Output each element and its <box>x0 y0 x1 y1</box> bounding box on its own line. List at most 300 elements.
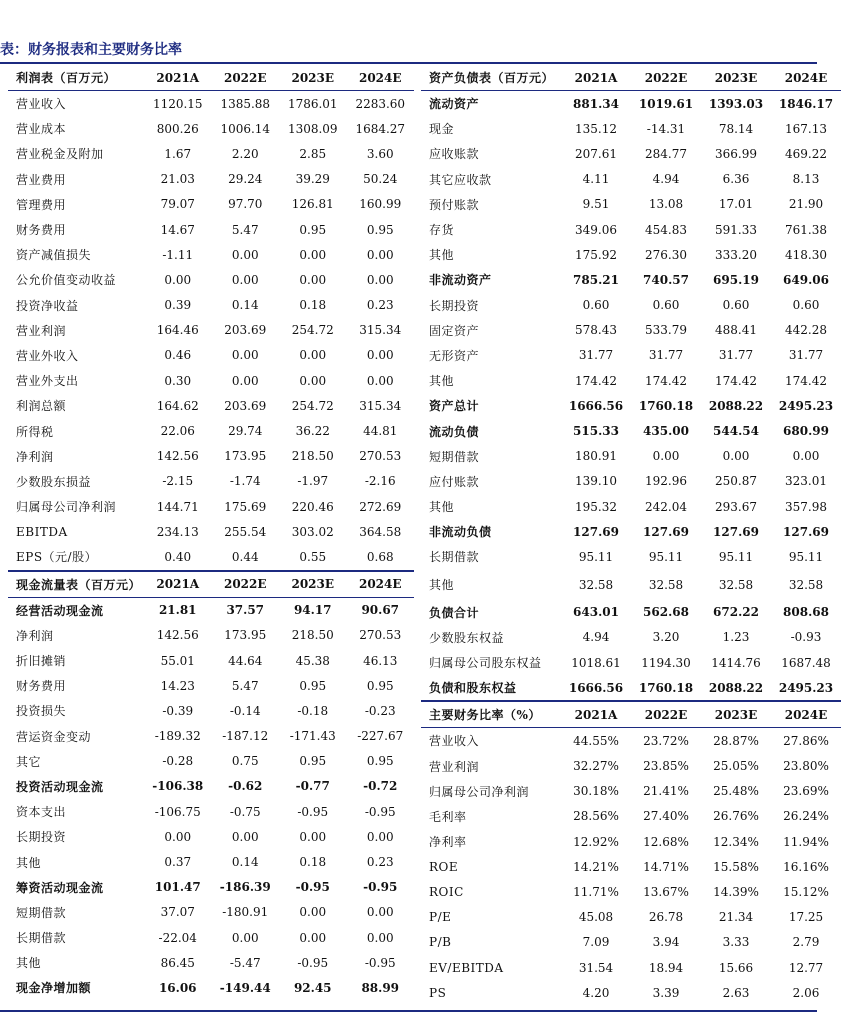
row-value: 0.00 <box>299 247 327 262</box>
row-value: 3.60 <box>366 146 394 161</box>
row-value: 78.14 <box>718 121 754 136</box>
row-value: 9.51 <box>582 197 610 212</box>
row-label: 利润总额 <box>16 399 67 414</box>
table-row <box>421 754 841 779</box>
row-value: 0.23 <box>366 855 394 870</box>
row-value: 0.00 <box>299 829 327 844</box>
row-value: 79.07 <box>160 197 195 212</box>
page-title: 表：财务报表和主要财务比率 <box>0 42 182 58</box>
table-row <box>8 673 414 698</box>
row-label: 归属母公司股东权益 <box>429 656 542 671</box>
row-value: 1019.61 <box>638 96 694 111</box>
row-value: 0.95 <box>366 754 394 769</box>
row-value: 192.96 <box>645 474 687 489</box>
cashflow-table-title: 现金流量表（百万元） <box>8 571 144 598</box>
row-value: 175.92 <box>575 247 617 262</box>
row-value: 203.69 <box>224 398 267 413</box>
row-value: -2.16 <box>364 474 396 489</box>
row-value: 95.11 <box>578 549 614 564</box>
row-value: 174.42 <box>785 373 827 388</box>
row-value: 0.23 <box>366 298 394 313</box>
row-value: 672.22 <box>713 605 759 620</box>
row-label: 营运资金变动 <box>16 729 92 744</box>
row-value: 2283.60 <box>355 96 406 111</box>
table-row <box>8 975 414 1000</box>
row-value: 26.78 <box>648 910 684 925</box>
row-label: 其他 <box>429 374 455 389</box>
row-value: 21.34 <box>718 910 754 925</box>
row-value: 144.71 <box>156 499 199 514</box>
row-value: -106.75 <box>154 804 201 819</box>
row-label: P/E <box>429 910 452 925</box>
row-value: 0.00 <box>299 373 327 388</box>
row-value: 315.34 <box>359 323 402 338</box>
row-value: 21.41% <box>643 784 689 799</box>
row-value: 2.63 <box>722 985 750 1000</box>
row-value: 2088.22 <box>708 398 764 413</box>
table-row <box>8 318 414 343</box>
row-value: 357.98 <box>785 499 827 514</box>
row-value: 333.20 <box>715 247 757 262</box>
table-row <box>421 91 841 117</box>
row-label: 长期借款 <box>16 931 67 946</box>
row-value: 32.58 <box>718 577 754 592</box>
row-value: 1684.27 <box>355 121 406 136</box>
table-row <box>421 267 841 292</box>
row-value: 0.18 <box>299 298 327 313</box>
table-row <box>8 267 414 292</box>
row-value: 0.44 <box>231 549 259 564</box>
row-value: 15.12% <box>783 885 829 900</box>
row-value: 442.28 <box>785 323 827 338</box>
row-value: 1194.30 <box>641 655 691 670</box>
row-value: 270.53 <box>359 449 402 464</box>
table-row <box>421 167 841 192</box>
row-value: 0.00 <box>366 829 394 844</box>
row-value: 6.36 <box>722 172 750 187</box>
row-label: ROE <box>429 859 459 874</box>
table-row <box>8 623 414 648</box>
row-value: 31.77 <box>718 348 754 363</box>
table-row <box>8 343 414 368</box>
row-value: 3.39 <box>652 985 680 1000</box>
row-label: 存货 <box>429 223 455 238</box>
table-row <box>8 469 414 494</box>
row-label: P/B <box>429 935 452 950</box>
table-row <box>421 728 841 754</box>
row-value: 1846.17 <box>778 96 834 111</box>
row-value: 13.67% <box>643 885 689 900</box>
table-row <box>421 393 841 418</box>
row-value: 0.00 <box>299 272 327 287</box>
row-value: 3.94 <box>652 935 680 950</box>
row-value: 101.47 <box>154 880 201 895</box>
table-row <box>421 955 841 980</box>
row-value: 14.67 <box>160 222 195 237</box>
row-value: 0.60 <box>722 298 750 313</box>
table-row <box>421 600 841 625</box>
row-label: 投资损失 <box>16 704 67 719</box>
row-value: 1666.56 <box>568 398 624 413</box>
row-value: 92.45 <box>293 980 332 995</box>
income-year-header: 2021A <box>144 65 212 91</box>
row-value: 195.32 <box>575 499 617 514</box>
row-value: 46.13 <box>363 653 398 668</box>
row-value: 16.06 <box>158 980 197 995</box>
balance-year-header: 2021A <box>561 65 631 91</box>
table-row <box>421 141 841 166</box>
row-value: 14.39% <box>713 885 759 900</box>
table-row <box>8 141 414 166</box>
row-value: 36.22 <box>295 424 330 439</box>
row-value: 1760.18 <box>638 680 694 695</box>
table-row <box>421 343 841 368</box>
row-value: 591.33 <box>715 222 757 237</box>
row-value: 1.23 <box>722 630 750 645</box>
row-value: 578.43 <box>575 323 617 338</box>
row-label: 短期借款 <box>16 905 67 920</box>
row-label: 营业税金及附加 <box>16 147 104 162</box>
row-value: 276.30 <box>645 247 687 262</box>
table-row <box>8 192 414 217</box>
row-value: -227.67 <box>357 729 404 744</box>
row-value: 1006.14 <box>220 121 271 136</box>
row-label: 营业利润 <box>429 759 480 774</box>
row-label: 投资活动现金流 <box>16 779 104 794</box>
row-value: 366.99 <box>715 146 757 161</box>
row-value: 160.99 <box>359 197 402 212</box>
financial-ratios-table <box>421 700 841 1005</box>
row-label: 其他 <box>429 500 455 515</box>
row-value: 234.13 <box>156 524 199 539</box>
row-label: 筹资活动现金流 <box>16 880 104 895</box>
row-label: PS <box>429 985 447 1000</box>
row-value: -0.18 <box>297 703 329 718</box>
row-value: 31.77 <box>578 348 614 363</box>
row-label: EV/EBITDA <box>429 960 504 975</box>
row-value: 0.00 <box>366 905 394 920</box>
table-row <box>421 318 841 343</box>
row-value: 761.38 <box>785 222 827 237</box>
row-label: 其他 <box>429 248 455 263</box>
row-value: 12.34% <box>713 834 759 849</box>
table-row <box>421 544 841 569</box>
row-value: 255.54 <box>224 524 267 539</box>
table-row <box>8 900 414 925</box>
row-value: 4.20 <box>582 985 610 1000</box>
row-label: 应收账款 <box>429 147 480 162</box>
row-value: 649.06 <box>783 272 829 287</box>
financial-tables <box>0 65 834 1011</box>
row-value: 142.56 <box>156 449 199 464</box>
table-row <box>8 597 414 623</box>
row-value: 0.95 <box>366 222 394 237</box>
row-label: 营业利润 <box>16 323 67 338</box>
row-value: 50.24 <box>363 172 398 187</box>
row-label: 应付账款 <box>429 474 480 489</box>
row-value: 1666.56 <box>568 680 624 695</box>
row-value: 15.58% <box>713 859 759 874</box>
row-value: 800.26 <box>156 121 199 136</box>
ratios-table-title: 主要财务比率（%） <box>421 701 561 728</box>
row-value: 173.95 <box>224 628 267 643</box>
row-label: 其他 <box>16 956 42 971</box>
row-value: 127.69 <box>713 524 759 539</box>
row-value: 1414.76 <box>711 655 761 670</box>
row-value: 643.01 <box>573 605 619 620</box>
row-value: 0.39 <box>164 298 192 313</box>
row-value: 3.20 <box>652 630 680 645</box>
table-row <box>421 804 841 829</box>
row-value: 0.00 <box>366 247 394 262</box>
row-value: 12.68% <box>643 834 689 849</box>
row-value: 488.41 <box>715 323 757 338</box>
row-value: -1.74 <box>229 474 261 489</box>
row-value: 2.06 <box>792 985 820 1000</box>
row-value: -0.77 <box>295 779 330 794</box>
row-value: 0.00 <box>299 930 327 945</box>
row-value: 5.47 <box>231 222 259 237</box>
table-row <box>421 570 841 600</box>
table-row <box>8 875 414 900</box>
row-value: 680.99 <box>783 424 829 439</box>
row-value: 55.01 <box>160 653 195 668</box>
row-value: 218.50 <box>291 449 334 464</box>
row-value: 4.94 <box>652 172 680 187</box>
row-value: 15.66 <box>718 960 754 975</box>
table-row <box>8 849 414 874</box>
ratios-header-row <box>421 701 841 728</box>
table-row <box>8 544 414 569</box>
row-value: -0.95 <box>297 955 329 970</box>
row-value: 31.77 <box>648 348 684 363</box>
row-value: -5.47 <box>229 955 261 970</box>
row-value: 1687.48 <box>781 655 831 670</box>
row-value: 0.00 <box>366 930 394 945</box>
row-value: 0.95 <box>299 754 327 769</box>
row-label: ROIC <box>429 885 464 900</box>
balance-table-title: 资产负债表（百万元） <box>421 65 561 91</box>
table-row <box>421 293 841 318</box>
table-row <box>421 625 841 650</box>
row-value: 18.94 <box>648 960 684 975</box>
row-value: 1786.01 <box>287 96 338 111</box>
row-value: 695.19 <box>713 272 759 287</box>
row-label: 净利润 <box>16 449 54 464</box>
table-row <box>421 494 841 519</box>
table-row <box>8 91 414 117</box>
row-value: -0.72 <box>363 779 398 794</box>
row-value: 11.94% <box>783 834 829 849</box>
row-value: 562.68 <box>643 605 689 620</box>
table-row <box>421 930 841 955</box>
row-label: 公允价值变动收益 <box>16 273 117 288</box>
table-row <box>8 418 414 443</box>
row-value: 0.00 <box>299 905 327 920</box>
row-label: 其他 <box>16 855 42 870</box>
row-value: 254.72 <box>291 323 334 338</box>
row-value: 14.71% <box>643 859 689 874</box>
table-row <box>8 648 414 673</box>
row-value: 2.79 <box>792 935 820 950</box>
row-value: 2495.23 <box>778 680 834 695</box>
row-value: 242.04 <box>645 499 687 514</box>
row-label: 少数股东损益 <box>16 474 92 489</box>
row-value: 1385.88 <box>220 96 271 111</box>
table-row <box>421 829 841 854</box>
row-label: 资产总计 <box>429 399 480 414</box>
row-value: 32.58 <box>788 577 824 592</box>
row-value: 14.23 <box>160 678 195 693</box>
table-row <box>8 393 414 418</box>
row-value: 28.56% <box>573 809 619 824</box>
row-value: 23.72% <box>643 733 689 748</box>
income-table-title: 利润表（百万元） <box>8 65 144 91</box>
row-value: 785.21 <box>573 272 619 287</box>
table-row <box>421 905 841 930</box>
row-value: -0.95 <box>364 955 396 970</box>
row-value: 29.24 <box>228 172 263 187</box>
row-value: -0.14 <box>229 703 261 718</box>
row-value: -106.38 <box>152 779 204 794</box>
table-row <box>8 293 414 318</box>
row-value: 25.05% <box>713 759 759 774</box>
row-value: 1760.18 <box>638 398 694 413</box>
row-value: -0.75 <box>229 804 261 819</box>
row-value: 0.75 <box>231 754 259 769</box>
cashflow-year-header: 2022E <box>212 571 280 598</box>
income-year-header: 2022E <box>212 65 280 91</box>
row-value: 127.69 <box>643 524 689 539</box>
row-label: 投资净收益 <box>16 298 79 313</box>
table-row <box>421 650 841 675</box>
row-label: 非流动负债 <box>429 525 492 540</box>
row-value: 418.30 <box>785 247 827 262</box>
row-value: 469.22 <box>785 146 827 161</box>
row-value: 5.47 <box>231 678 259 693</box>
row-value: 180.91 <box>575 449 617 464</box>
row-value: 0.55 <box>299 549 327 564</box>
row-label: 非流动资产 <box>429 273 492 288</box>
row-value: 0.00 <box>722 449 750 464</box>
row-value: 174.42 <box>715 373 757 388</box>
row-value: 0.46 <box>164 348 192 363</box>
row-value: 0.60 <box>792 298 820 313</box>
row-value: 515.33 <box>573 424 619 439</box>
row-value: 37.57 <box>226 603 265 618</box>
row-label: EBITDA <box>16 524 68 539</box>
row-value: -149.44 <box>219 980 271 995</box>
row-label: 净利率 <box>429 835 467 850</box>
row-value: 127.69 <box>573 524 619 539</box>
row-value: 218.50 <box>291 628 334 643</box>
row-value: 0.14 <box>231 855 259 870</box>
row-value: 2495.23 <box>778 398 834 413</box>
balance-header-row <box>421 65 841 91</box>
row-label: 现金 <box>429 122 455 137</box>
balance-year-header: 2022E <box>631 65 701 91</box>
row-value: 293.67 <box>715 499 757 514</box>
row-value: 272.69 <box>359 499 402 514</box>
row-value: 2088.22 <box>708 680 764 695</box>
row-value: 32.27% <box>573 759 619 774</box>
row-value: -186.39 <box>219 880 271 895</box>
row-value: 29.74 <box>228 424 263 439</box>
table-row <box>8 749 414 774</box>
row-label: 营业收入 <box>16 97 67 112</box>
row-value: -0.23 <box>364 703 396 718</box>
row-value: 0.00 <box>164 272 192 287</box>
row-value: 0.14 <box>231 298 259 313</box>
row-value: 740.57 <box>643 272 689 287</box>
row-value: 126.81 <box>291 197 334 212</box>
row-value: 32.58 <box>648 577 684 592</box>
row-value: 1393.03 <box>708 96 764 111</box>
row-value: -180.91 <box>222 905 269 920</box>
row-value: 21.03 <box>160 172 195 187</box>
table-row <box>8 444 414 469</box>
row-label: 管理费用 <box>16 197 67 212</box>
ratios-year-header: 2023E <box>701 701 771 728</box>
income-year-header: 2023E <box>279 65 347 91</box>
row-label: 营业外收入 <box>16 348 79 363</box>
row-value: 30.18% <box>573 784 619 799</box>
row-value: 454.83 <box>645 222 687 237</box>
row-label: 营业成本 <box>16 122 67 137</box>
row-value: 254.72 <box>291 398 334 413</box>
cashflow-year-header: 2024E <box>347 571 415 598</box>
row-label: 流动负债 <box>429 424 480 439</box>
row-value: 8.13 <box>792 172 820 187</box>
row-value: 0.00 <box>231 930 259 945</box>
row-value: 323.01 <box>785 474 827 489</box>
row-value: 23.80% <box>783 759 829 774</box>
row-value: 12.92% <box>573 834 619 849</box>
row-value: 0.30 <box>164 373 192 388</box>
row-value: -0.28 <box>162 754 194 769</box>
table-row <box>421 854 841 879</box>
row-value: 315.34 <box>359 398 402 413</box>
row-value: 164.62 <box>156 398 199 413</box>
table-row <box>8 799 414 824</box>
row-value: 142.56 <box>156 628 199 643</box>
row-value: 0.00 <box>792 449 820 464</box>
row-value: 37.07 <box>160 905 195 920</box>
row-value: 0.00 <box>164 829 192 844</box>
row-value: 0.95 <box>366 678 394 693</box>
row-value: 26.24% <box>783 809 829 824</box>
row-value: 25.48% <box>713 784 759 799</box>
balance-year-header: 2024E <box>771 65 841 91</box>
table-row <box>421 879 841 904</box>
row-value: 11.71% <box>573 885 619 900</box>
table-row <box>421 779 841 804</box>
row-value: 173.95 <box>224 449 267 464</box>
row-value: 174.42 <box>575 373 617 388</box>
row-label: 负债和股东权益 <box>429 681 517 696</box>
row-value: 0.00 <box>366 272 394 287</box>
row-label: 长期借款 <box>429 550 480 565</box>
row-value: -0.62 <box>228 779 263 794</box>
table-row <box>8 242 414 267</box>
row-value: 94.17 <box>293 603 332 618</box>
row-value: 21.81 <box>158 603 197 618</box>
row-value: 1308.09 <box>287 121 338 136</box>
table-row <box>421 192 841 217</box>
row-label: 折旧摊销 <box>16 654 67 669</box>
row-value: 0.00 <box>231 272 259 287</box>
row-label: EPS（元/股） <box>16 550 98 565</box>
